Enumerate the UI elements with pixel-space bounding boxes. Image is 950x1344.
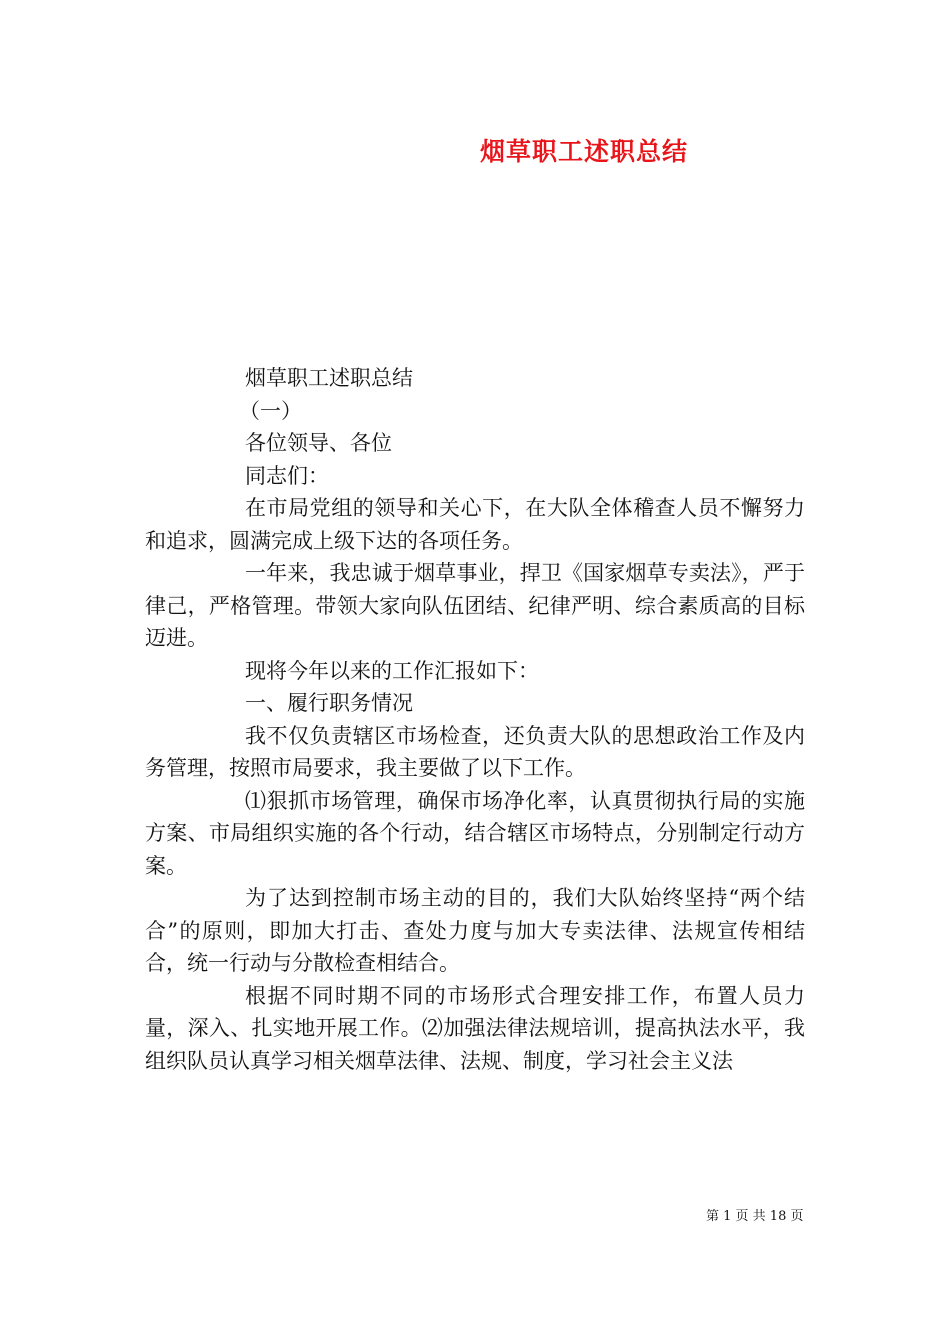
paragraph-section-heading: 一、履行职务情况 — [245, 691, 413, 715]
paragraph-salutation-2: 同志们： — [245, 463, 329, 488]
paragraph-body: 根据不同时期不同的市场形式合理安排工作，布置人员力量，深入、扎实地开展工作。⑵加强法律法规培训，提高执法水平，我组织队员认真学习相关烟草法律、法规、制度，学习社会主义法 — [145, 983, 805, 1073]
paragraph-body: 我不仅负责辖区市场检查，还负责大队的思想政治工作及内务管理，按照市局要求，我主要做了以下工作。 — [145, 723, 805, 780]
paragraph-body: 为了达到控制市场主动的目的，我们大队始终坚持“两个结合”的原则，即加大打击、查处力度与加大专卖法律、法规宣传相结合，统一行动与分散检查相结合。 — [145, 886, 805, 975]
page-number-footer: 第 1 页 共 18 页 — [706, 1209, 804, 1224]
paragraph-section-number: （一） — [239, 398, 302, 423]
document-body — [145, 362, 805, 1077]
paragraph-body: 一年来，我忠诚于烟草事业，捍卫《国家烟草专卖法》，严于律己，严格管理。带领大家向队伍团结、纪律严明、综合素质高的目标迈进。 — [145, 561, 805, 650]
document-title: 烟草职工述职总结 — [480, 137, 689, 166]
paragraph-body: 在市局党组的领导和关心下，在大队全体稽查人员不懈努力和追求，圆满完成上级下达的各项任务。 — [145, 496, 805, 553]
paragraph-body: 现将今年以来的工作汇报如下： — [245, 658, 539, 683]
paragraph-body: ⑴狠抓市场管理，确保市场净化率，认真贯彻执行局的实施方案、市局组织实施的各个行动，结合辖区市场特点，分别制定行动方案。 — [145, 788, 805, 878]
paragraph-salutation-1: 各位领导、各位 — [245, 431, 392, 455]
paragraph-heading: 烟草职工述职总结 — [245, 366, 413, 390]
